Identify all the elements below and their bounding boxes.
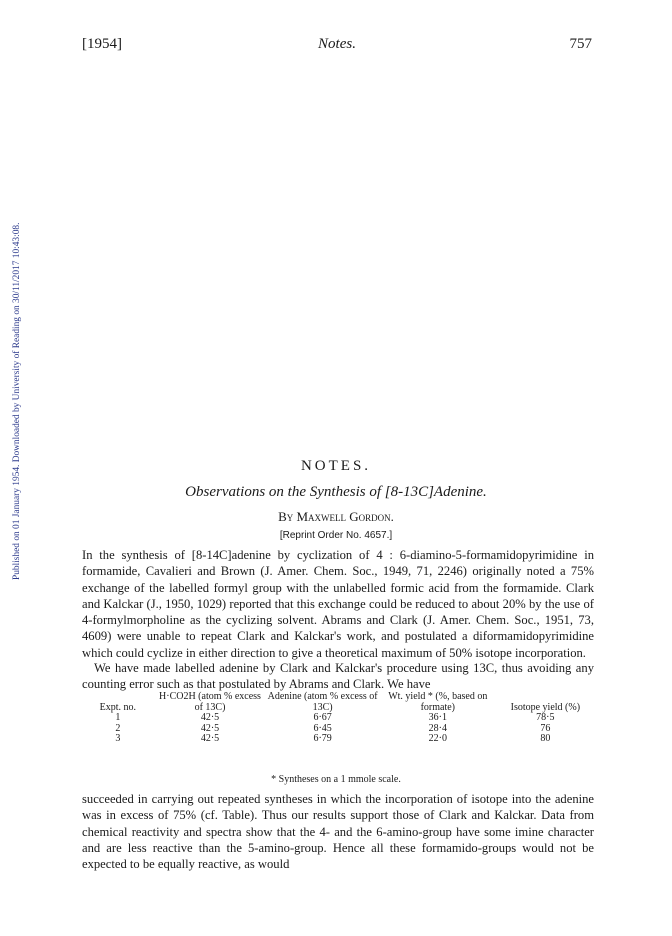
table-row (82, 734, 594, 745)
column-header: Isotope yield (%) (510, 701, 581, 713)
column-header: Wt. yield * (%, based on formate) (388, 691, 488, 713)
article-title: Observations on the Synthesis of [8-13C]Adenine. (185, 484, 487, 500)
table-cell: 42·5 (200, 722, 220, 734)
section-title: NOTES. (300, 458, 372, 474)
table-cell: 22·0 (428, 733, 447, 744)
column-header: Expt. no. (99, 701, 137, 713)
table-cell: 6·45 (313, 722, 332, 734)
page-number: 757 (569, 36, 592, 52)
table-cell: 28·4 (428, 722, 447, 734)
results-table (82, 692, 594, 745)
table-cell: 6·79 (313, 733, 332, 744)
table-cell: 80 (540, 733, 551, 744)
column-header: H·CO2H (atom % excess of 13C) (159, 691, 261, 713)
table-row (82, 724, 594, 735)
table-cell: 42·5 (200, 712, 220, 723)
paragraph-intro: In the synthesis of [8-14C]adenine by cyclization of 4 : 6-diamino-5-formamidopyrimidine in formamide, Cavalieri and Brown (J. Amer. Chem. Soc., 1949, 71, 2246) originally noted a 75% exchange of the labelled formyl group with the unlabelled formic acid from the formamide. Clark and Kalckar (J., 1950, 1029) reported that this exchange could be reduced to about 20% by the use of 4-formylmorpholine as the cyclizing solvent. Abrams and Clark (J. Amer. Chem. Soc., 1951, 73, 4609) were unable to repeat Clark and Kalckar's work, and postulated a diformamidopyrimidine which could cyclize in either direction to give a theoretical maximum of 50% isotope incorporation. (82, 548, 594, 660)
journal-year: [1954] (82, 36, 122, 52)
table-cell: 42·5 (200, 733, 220, 744)
column-header: Adenine (atom % excess of 13C) (267, 691, 378, 713)
table-cell: 78·5 (536, 712, 555, 723)
paragraph-method: We have made labelled adenine by Clark and Kalckar's procedure using 13C, thus avoiding any counting error such as that postulated by Abrams and Clark. We have (82, 661, 594, 692)
page-header (82, 36, 592, 58)
paragraph-results: succeeded in carrying out repeated syntheses in which the incorporation of isotope into the adenine was in excess of 75% (cf. Table). Thus our results support those of Clark and Kalckar. Data from chemical reactivity and spectra show that the 4- and the 6-amino-group have some imine character and are less reactive than the 5-amino-group. Hence all these formamido-groups would not be expected to be equally reactive, as would (82, 792, 594, 872)
table-row (82, 713, 594, 724)
table-cell: 36·1 (428, 712, 447, 723)
table-cell: 3 (115, 733, 121, 744)
byline (0, 509, 672, 525)
running-head: Notes. (318, 36, 356, 52)
reprint-order: [Reprint Order No. 4657.] (279, 530, 393, 541)
table-cell: 2 (115, 722, 121, 734)
table-header-row (82, 692, 594, 713)
table-cell: 1 (115, 712, 121, 723)
table-footnote: * Syntheses on a 1 mmole scale. (271, 774, 401, 785)
download-provenance-note: Published on 01 January 1954. Downloaded by University of Reading on 30/11/2017 10:43:08. (12, 222, 22, 580)
table-cell: 6·67 (313, 712, 332, 723)
table-cell: 76 (540, 722, 551, 734)
author-name: By Maxwell Gordon. (278, 509, 394, 524)
